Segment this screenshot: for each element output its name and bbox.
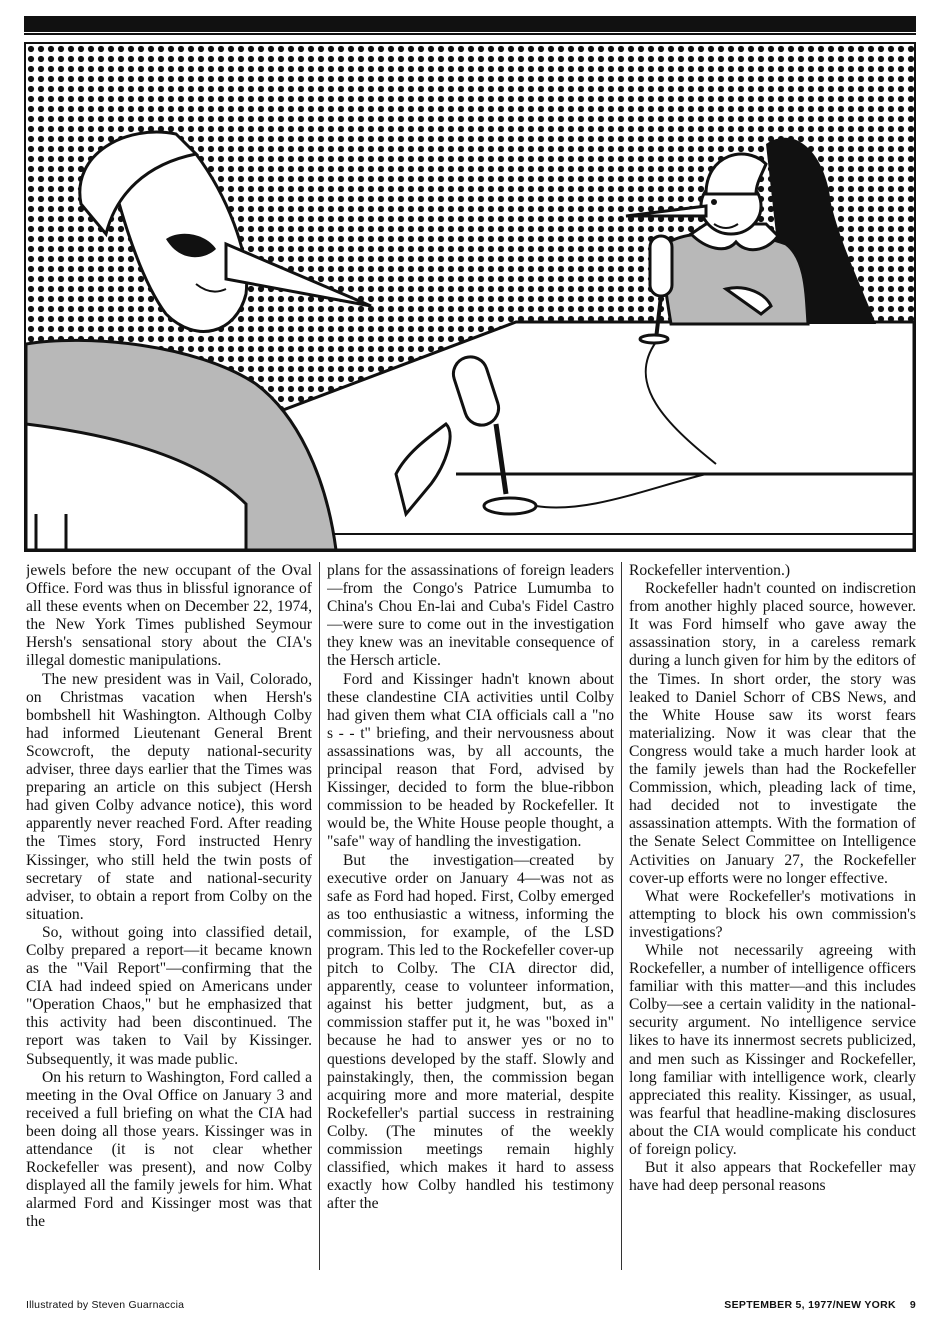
- paragraph: Rockefeller hadn't counted on indiscretion from another highly placed source, however. It was Ford himself who gave away the assassination story, in a careless remark during a lunch given for him by the editors of the Times. In short order, the story was leaked to Daniel Schorr of CBS News, and the White House saw its worst fears materializing. Now it was clear that the Congress would take a much harder look at the family jewels than had the Rockefeller Commission, which, pleading lack of time, had decided not to investigate the assassination attempts. With the formation of the Senate Select Committee on Intelligence Activities on January 27, the Rockefeller cover-up efforts were no longer effective.: [629, 580, 916, 887]
- paragraph: What were Rockefeller's motivations in attempting to block his own commission's investigations?: [629, 887, 916, 941]
- article-column-2: [327, 562, 614, 1272]
- page-number: 9: [909, 1299, 916, 1311]
- paragraph: So, without going into classified detail, Colby prepared a report—it became known as the "Vail Report"—confirming that the CIA had indeed spied on Americans under "Operation Chaos," but he emphasized that this activity had been discontinued. The report was taken to Vail by Kissinger. Subsequently, it was made public.: [26, 923, 312, 1068]
- folio: [724, 1299, 916, 1311]
- paragraph: The new president was in Vail, Colorado, on Christmas vacation when Hersh's bombshell hit Washington. Although Colby had informed Lieutenant General Brent Scowcroft, the deputy national-security adviser, three days earlier that the Times was preparing an article on this subject (Hersh had given Colby advance notice), this word apparently never reached Ford. After reading the Times story, Ford instructed Henry Kissinger, who still held the twin posts of secretary of state and national-security adviser, to obtain a report from Colby on the situation.: [26, 670, 312, 923]
- paragraph: Ford and Kissinger hadn't known about these clandestine CIA activities until Colby had given them what CIA officials call a "no s - - t" briefing, and their nervousness about assassinations was, by all accounts, the principal reason that Ford, advised by Kissinger, decided to form the blue-ribbon commission to be headed by Rockefeller. It would be, the White House people thought, a "safe" way of handling the investigation.: [327, 670, 614, 851]
- illustration: [24, 42, 916, 552]
- paragraph: plans for the assassinations of foreign leaders—from the Congo's Patrice Lumumba to China's Chou En-lai and Cuba's Fidel Castro—were sure to come out in the investigation they knew was an inevitable consequence of the Hersch article.: [327, 562, 614, 670]
- illustration-credit: Illustrated by Steven Guarnaccia: [26, 1299, 185, 1311]
- paragraph: Rockefeller intervention.): [629, 562, 791, 579]
- column-rule-2: [621, 562, 622, 1270]
- article-column-1: [26, 562, 312, 1272]
- paragraph: But the investigation—created by executive order on January 4—was not as safe as Ford had hoped. First, Colby emerged as too enthusiastic a witness, informing the commission, for example, of the LSD program. This led to the Rockefeller cover-up pitch to Colby. The CIA director did, apparently, cease to volunteer information, against his better judgment, but, as a commission staffer put it, he was "boxed in" because he had to answer yes or no to questions developed by the staff. Slowly and painstakingly, then, the commission began acquiring more and more material, despite Rockefeller's partial success in restraining Colby. (The minutes of the weekly commission meetings remain highly classified, which makes it hard to assess exactly how Colby handled his testimony after the: [327, 851, 614, 1213]
- issue-date: SEPTEMBER 5, 1977/NEW YORK: [724, 1299, 896, 1311]
- hearing-illustration: [26, 44, 914, 550]
- witness-body: [664, 233, 808, 324]
- microphone-icon: [650, 236, 672, 296]
- column-rule-1: [319, 562, 320, 1270]
- paragraph: While not necessarily agreeing with Rockefeller, a number of intelligence officers familiar with this matter—and this includes Colby—see a certain validity in the national-security argument. No intelligence service likes to have its innermost secrets publicized, and men such as Kissinger and Rockefeller, long familiar with intelligence work, clearly appreciated this reality. Kissinger, as usual, was fearful that headline-making disclosures about the CIA would complicate his conduct of foreign policy.: [629, 941, 916, 1158]
- article-column-3: [629, 562, 916, 1272]
- top-rule-thin: [24, 33, 916, 35]
- paragraph: But it also appears that Rockefeller may have had deep personal reasons: [629, 1159, 916, 1195]
- paragraph: On his return to Washington, Ford called a meeting in the Oval Office on January 3 and received a full briefing on what the CIA had been doing all those years. Kissinger was in attendance (it is not clear whether Rockefeller was present), and now Colby displayed all the family jewels for him. What alarmed Ford and Kissinger most was that the: [26, 1068, 312, 1231]
- paragraph: jewels before the new occupant of the Oval Office. Ford was thus in blissful ignorance of all these events when on December 22, 1974, the New York Times published Seymour Hersh's sensational story about the CIA's illegal domestic manipulations.: [26, 562, 312, 670]
- top-rule-thick: [24, 16, 916, 32]
